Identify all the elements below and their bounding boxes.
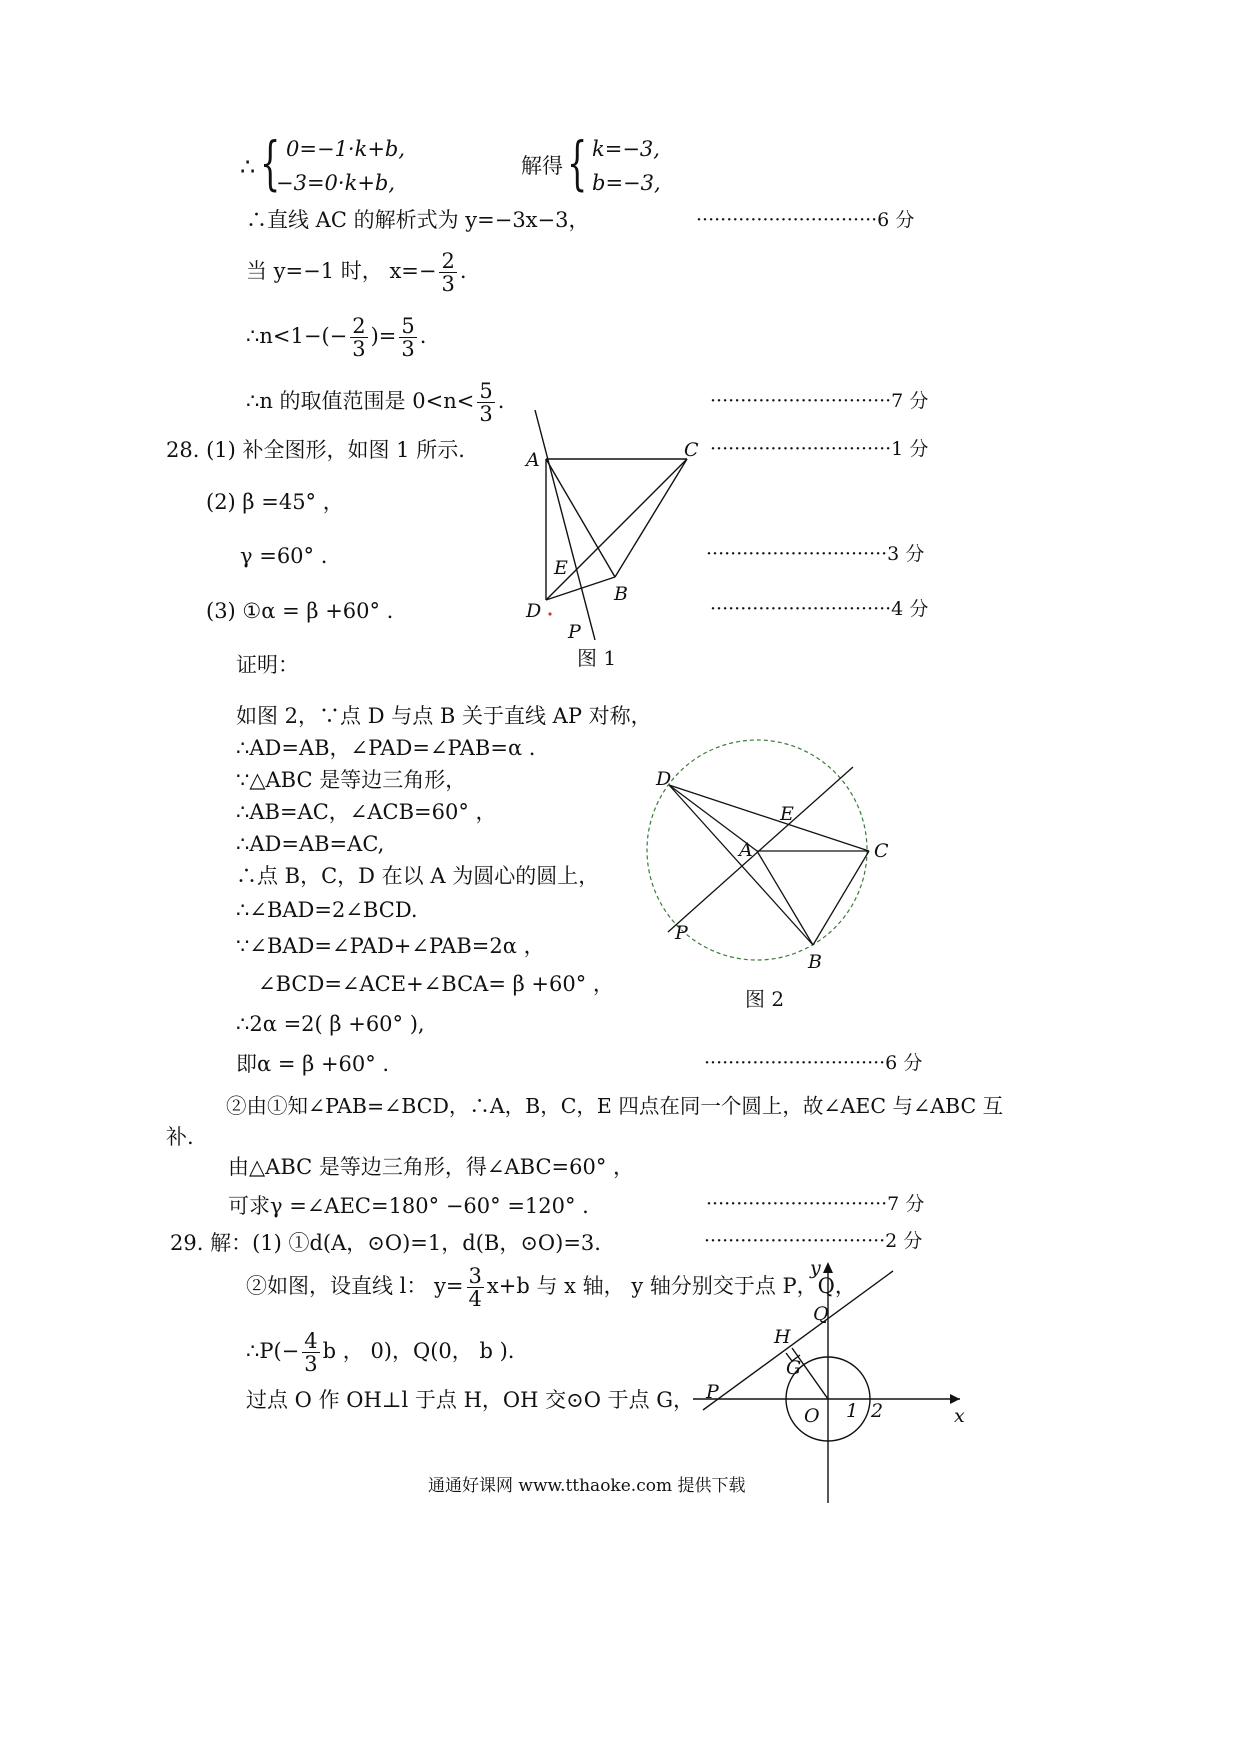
denominator: 4: [468, 1287, 482, 1312]
fig3-label-x: x: [954, 1405, 965, 1427]
score-6a: ······························6 分: [696, 209, 915, 231]
score-1: ······························1 分: [710, 438, 929, 460]
fig3-label-h: H: [774, 1326, 791, 1348]
proof-line: 即α = β +60° .: [236, 1052, 390, 1076]
fig1-label-b: B: [614, 583, 628, 605]
denominator: 3: [304, 1352, 318, 1377]
score-2: ······························2 分: [704, 1230, 923, 1252]
score-7b: ······························7 分: [706, 1193, 925, 1215]
left-brace-2: {: [567, 129, 588, 197]
part2-line3: 由△ABC 是等边三角形，得∠ABC=60° ，: [228, 1155, 635, 1179]
fig3-label-g: G: [786, 1357, 802, 1379]
proof-line: ∴AD=AB，∠PAD=∠PAB=α .: [236, 736, 536, 760]
figure-2-caption: 图 2: [745, 987, 785, 1011]
score-3: ······························3 分: [706, 543, 925, 565]
fig1-label-p: P: [568, 621, 581, 643]
score-6b: ······························6 分: [704, 1052, 923, 1074]
score-4: ······························4 分: [710, 598, 929, 620]
left-brace-1: {: [260, 129, 281, 197]
proof-line: 如图 2，∵点 D 与点 B 关于直线 AP 对称，: [236, 704, 652, 728]
footer-text: 通通好课网 www.tthaoke.com 提供下载: [428, 1476, 746, 1496]
eq1: 0=−1·k+b,: [286, 137, 406, 161]
q29-p3-suffix: b ， 0)，Q(0， b ).: [322, 1339, 515, 1364]
fig1-label-e: E: [554, 557, 568, 579]
numerator: 3: [468, 1264, 482, 1288]
denominator: 3: [441, 272, 455, 297]
n-range-prefix: ∴n 的取值范围是 0<n<: [246, 389, 475, 414]
proof-line: ∴AB=AC，∠ACB=60° ，: [236, 800, 497, 824]
fig2-label-e: E: [780, 803, 794, 825]
q29-p2-prefix: ②如图，设直线 l： y=: [246, 1274, 464, 1299]
q28-part2-beta: (2) β =45° ，: [206, 490, 344, 514]
y-arrow-icon: [823, 1262, 833, 1273]
denominator: 3: [401, 337, 415, 362]
figure-1-caption: 图 1: [577, 646, 617, 670]
proof-label: 证明：: [236, 653, 299, 677]
q29-part1: 29. 解：(1) ①d(A，⊙O)=1，d(B，⊙O)=3.: [170, 1231, 601, 1255]
proof-line: ∴∠BAD=2∠BCD.: [236, 898, 418, 922]
q29-p2-suffix: x+b 与 x 轴， y 轴分别交于点 P，Q，: [486, 1274, 856, 1299]
fig2-label-a: A: [739, 839, 753, 861]
sol2: b=−3,: [592, 171, 661, 195]
denominator: 3: [479, 402, 493, 427]
fig3-label-p: P: [706, 1381, 719, 1403]
fig3-tick-2: 2: [871, 1400, 884, 1422]
q29-p3-prefix: ∴P(−: [246, 1339, 300, 1364]
part2-line2: 补.: [166, 1125, 194, 1149]
proof-line: ∴点 B，C，D 在以 A 为圆心的圆上，: [236, 864, 600, 888]
fig2-label-p: P: [675, 922, 688, 944]
fig2-label-c: C: [874, 840, 889, 862]
fig3-label-q: Q: [813, 1303, 829, 1325]
q29-part4: 过点 O 作 OH⊥l 于点 H，OH 交⊙O 于点 G，: [246, 1388, 695, 1412]
part2-line4: 可求γ =∠AEC=180° −60° =120° .: [228, 1194, 589, 1218]
proof-line: ∴2α =2( β +60° ),: [236, 1012, 425, 1036]
numerator: 5: [479, 379, 493, 403]
numerator: 2: [352, 314, 366, 338]
fig2-label-d: D: [656, 768, 672, 790]
n-less-suffix: .: [419, 324, 427, 349]
fig3-label-y: y: [810, 1257, 821, 1279]
fig1-label-d: D: [526, 600, 542, 622]
q28-part2-gamma: γ =60° .: [240, 544, 328, 568]
proof-line: ∵△ABC 是等边三角形，: [236, 768, 467, 792]
n-range-suffix: .: [497, 389, 505, 414]
numerator: 5: [401, 314, 415, 338]
fig2-label-b: B: [808, 951, 822, 973]
q28-part3: (3) ①α = β +60° .: [206, 599, 394, 623]
proof-line: ∴AD=AB=AC,: [236, 832, 385, 856]
fig1-label-c: C: [684, 439, 699, 461]
fig3-tick-1: 1: [846, 1400, 859, 1422]
denominator: 3: [352, 337, 366, 362]
therefore-symbol: ∴: [240, 153, 256, 181]
n-less-prefix: ∴n<1−(−: [246, 324, 348, 349]
score-7a: ······························7 分: [710, 390, 929, 412]
solve-label: 解得: [521, 154, 563, 178]
proof-line: ∠BCD=∠ACE+∠BCA= β +60° ，: [258, 972, 614, 996]
numerator: 4: [304, 1329, 318, 1353]
fig3-label-o: O: [804, 1405, 820, 1427]
numerator: 2: [441, 249, 455, 273]
x-arrow-icon: [950, 1394, 960, 1404]
when-y-prefix: 当 y=−1 时， x=−: [246, 259, 437, 284]
q28-part1: 28. (1) 补全图形，如图 1 所示.: [166, 438, 465, 462]
proof-line: ∵∠BAD=∠PAD+∠PAB=2α ，: [236, 934, 545, 958]
fig1-label-a: A: [526, 449, 540, 471]
when-y-suffix: .: [459, 259, 467, 284]
eq2: −3=0·k+b,: [276, 171, 396, 195]
line-l: [703, 1271, 893, 1410]
n-less-mid: )=: [370, 324, 397, 349]
part2-line1: ②由①知∠PAB=∠BCD，∴A，B，C，E 四点在同一个圆上，故∠AEC 与∠ABC 互: [226, 1094, 1004, 1118]
sol1: k=−3,: [592, 137, 660, 161]
line-ac-equation: ∴直线 AC 的解析式为 y=−3x−3，: [246, 208, 590, 232]
